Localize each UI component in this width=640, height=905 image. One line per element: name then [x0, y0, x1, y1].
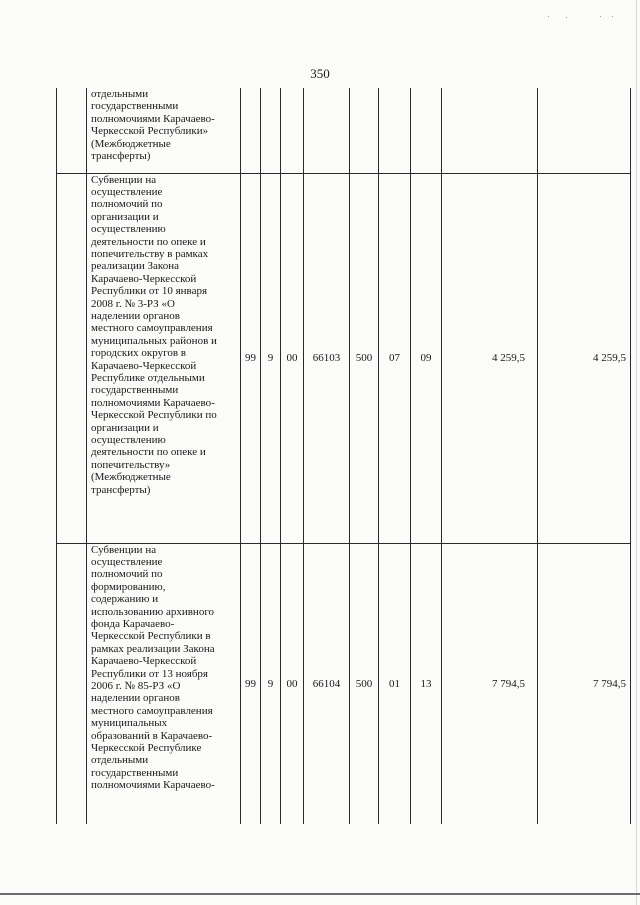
amount-cell: 4 259,5	[538, 173, 631, 543]
subprogram-cell: 9	[261, 543, 281, 824]
section-cell: 07	[379, 173, 411, 543]
direction-cell	[281, 88, 304, 173]
index-cell	[57, 173, 87, 543]
scan-speck	[612, 16, 613, 17]
code-cell: 66103	[304, 173, 350, 543]
amount-cell: 7 794,5	[538, 543, 631, 824]
program-cell: 99	[241, 543, 261, 824]
subprogram-cell: 9	[261, 173, 281, 543]
section-cell: 01	[379, 543, 411, 824]
table-row	[57, 88, 631, 173]
program-cell: 99	[241, 173, 261, 543]
expense-type-cell: 500	[350, 543, 379, 824]
direction-cell: 00	[281, 173, 304, 543]
code-cell	[304, 88, 350, 173]
section-cell	[379, 88, 411, 173]
subsection-cell: 09	[411, 173, 442, 543]
page-number: 350	[310, 66, 330, 81]
code-cell: 66104	[304, 543, 350, 824]
amount-cell	[442, 88, 538, 173]
amount-cell	[538, 88, 631, 173]
amount-cell: 4 259,5	[442, 173, 538, 543]
expense-type-cell	[350, 88, 379, 173]
expense-type-cell: 500	[350, 173, 379, 543]
budget-table	[56, 88, 631, 824]
scan-speck	[548, 16, 549, 17]
description-cell: Субвенции на осуществление полномочий по организации и осуществлению деятельности по опеке и попечительству в рамках реализации Закона Карачаево-Черкесской Республики от 10 января 2008 г. № 3-РЗ «О наделении органов местного самоуправления муниципальных районов и городских округов в Карачаево-Черкесской Республике отдельными государственными полномочиями Карачаево- Черкесской Республики по организации и осуществлению деятельности по опеке и попечительству» (Межбюджетные трансферты)	[87, 173, 241, 543]
scan-speck	[566, 17, 567, 18]
description-cell: отдельными государственными полномочиями Карачаево- Черкесской Республики» (Межбюджетные трансферты)	[87, 88, 241, 173]
description-cell: Субвенции на осуществление полномочий по формированию, содержанию и использованию архивного фонда Карачаево- Черкесской Республики в рамках реализации Закона Карачаево-Черкесской Республики от 13 ноября 2006 г. № 85-РЗ «О наделении органов местного самоуправления муниципальных образований в Карачаево- Черкесской Республике отдельными государственными полномочиями Карачаево-	[87, 543, 241, 824]
table-row	[57, 173, 631, 543]
subprogram-cell	[261, 88, 281, 173]
index-cell	[57, 543, 87, 824]
scan-edge	[0, 893, 640, 895]
program-cell	[241, 88, 261, 173]
direction-cell: 00	[281, 543, 304, 824]
scan-speck	[600, 16, 601, 17]
table-row	[57, 543, 631, 824]
index-cell	[57, 88, 87, 173]
subsection-cell	[411, 88, 442, 173]
subsection-cell: 13	[411, 543, 442, 824]
scan-edge	[636, 0, 637, 905]
amount-cell: 7 794,5	[442, 543, 538, 824]
